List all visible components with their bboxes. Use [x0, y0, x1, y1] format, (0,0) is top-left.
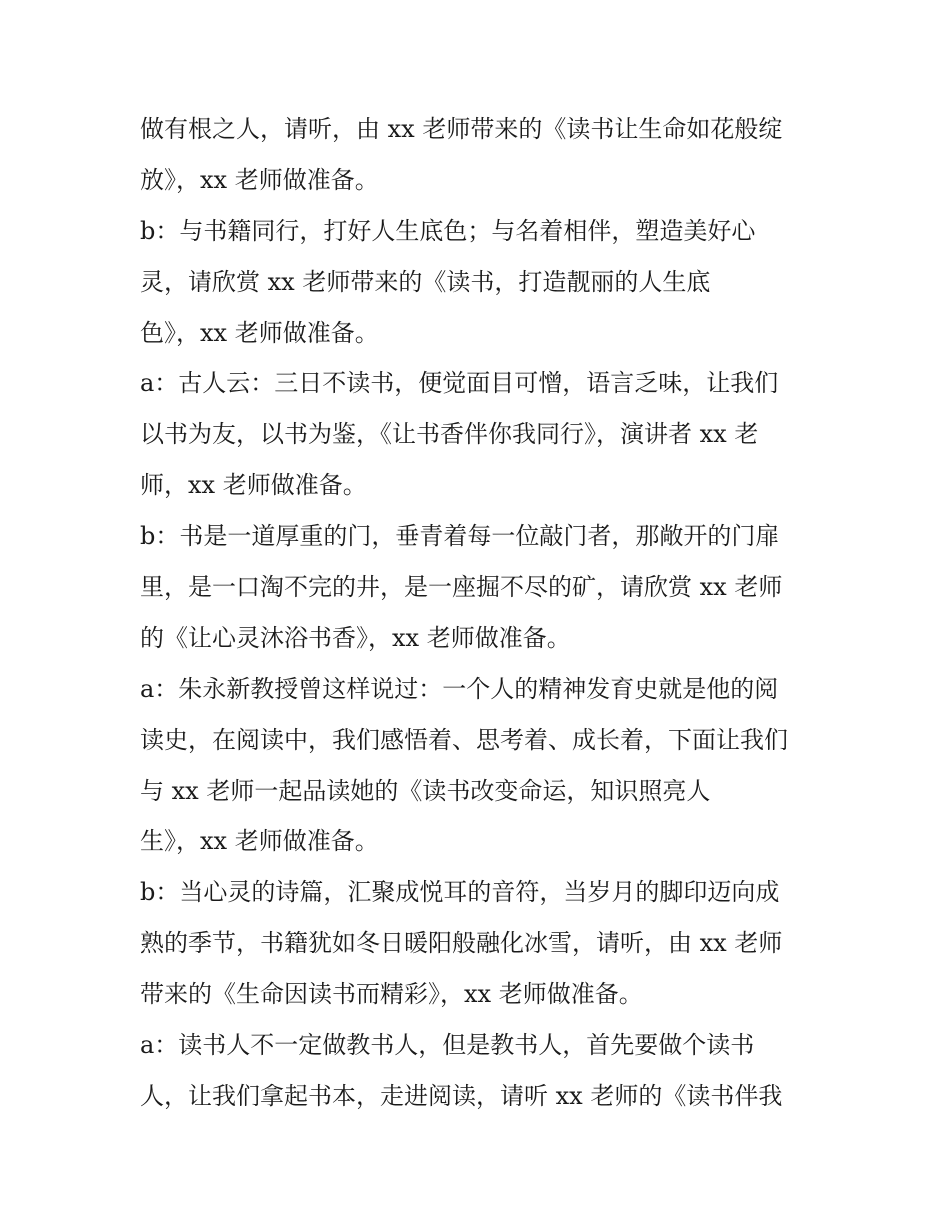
text-line: 做有根之人，请听，由 xx 老师带来的《读书让生命如花般绽 [140, 115, 783, 143]
text-line: b：当心灵的诗篇，汇聚成悦耳的音符，当岁月的脚印迈向成 [140, 878, 780, 907]
text-line: 师，xx 老师做准备。 [140, 471, 367, 500]
text-line: 灵，请欣赏 xx 老师带来的《读书，打造靓丽的人生底 [140, 267, 711, 296]
text-line: 与 xx 老师一起品读她的《读书改变命运，知识照亮人 [140, 776, 711, 805]
text-line: 放》，xx 老师做准备。 [140, 165, 379, 194]
text-line: a：读书人不一定做教书人，但是教书人，首先要做个读书 [140, 1031, 755, 1060]
text-line: 的《让心灵沐浴书香》，xx 老师做准备。 [140, 623, 571, 652]
text-line: b：与书籍同行，打好人生底色；与名着相伴，塑造美好心 [140, 216, 756, 245]
text-line: 熟的季节，书籍犹如冬日暖阳般融化冰雪，请听，由 xx 老师 [140, 929, 783, 958]
text-line: 带来的《生命因读书而精彩》，xx 老师做准备。 [140, 980, 643, 1009]
text-line: 以书为友，以书为鉴，《让书香伴你我同行》，演讲者 xx 老 [140, 420, 759, 449]
text-line: 生》，xx 老师做准备。 [140, 827, 379, 856]
text-line: 读史，在阅读中，我们感悟着、思考着、成长着，下面让我们 [140, 725, 788, 754]
text-line: a：朱永新教授曾这样说过：一个人的精神发育史就是他的阅 [140, 674, 779, 703]
text-line: 人，让我们拿起书本，走进阅读，请听 xx 老师的《读书伴我 [140, 1081, 783, 1110]
text-line: a：古人云：三日不读书，便觉面目可憎，语言乏味，让我们 [140, 369, 779, 398]
text-line: 里，是一口淘不完的井，是一座掘不尽的矿，请欣赏 xx 老师 [140, 573, 783, 602]
text-line: b：书是一道厚重的门，垂青着每一位敲门者，那敞开的门扉 [140, 522, 780, 551]
text-line: 色》，xx 老师做准备。 [140, 318, 379, 347]
document-body [140, 104, 820, 1122]
